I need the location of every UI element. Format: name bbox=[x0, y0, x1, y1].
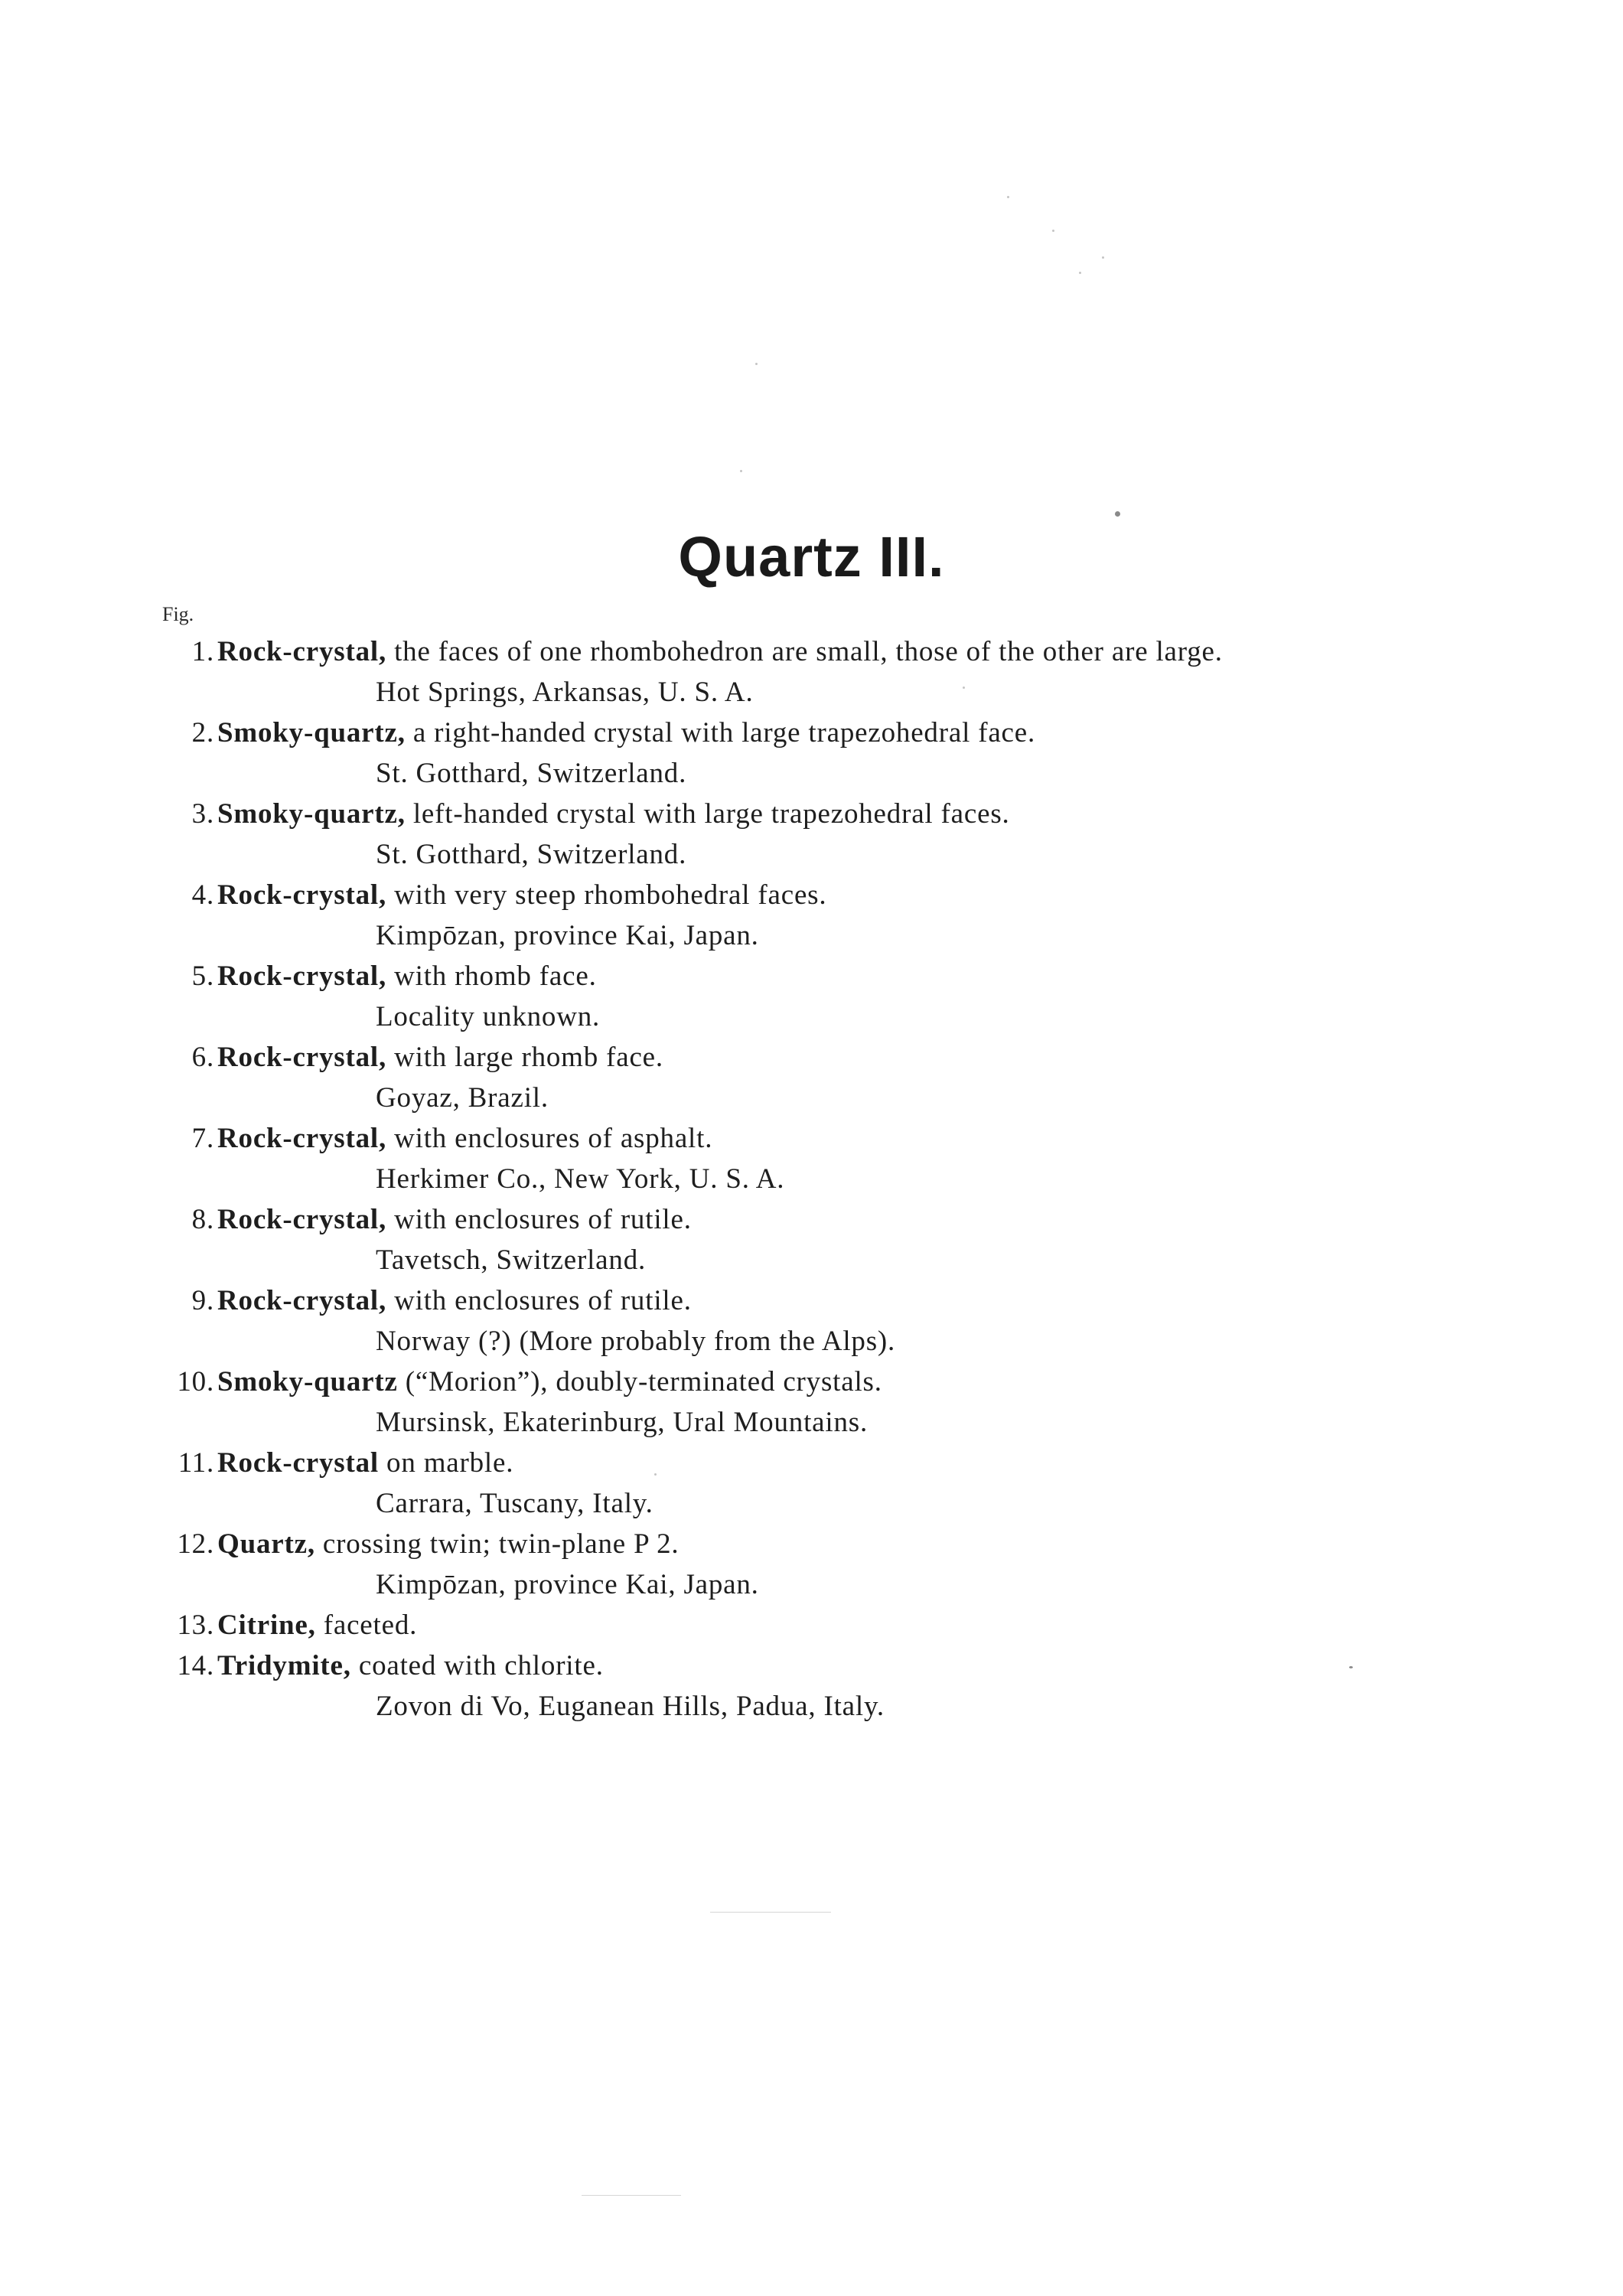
entry-line bbox=[0, 1645, 1623, 1686]
entry-description bbox=[217, 1645, 604, 1686]
scan-speck bbox=[1079, 272, 1081, 274]
entry-number: 1. bbox=[191, 636, 214, 667]
entry-text: crossing twin; twin-plane P 2. bbox=[314, 1528, 680, 1560]
entry-number: 3. bbox=[191, 798, 214, 830]
mineral-name: Smoky-quartz, bbox=[217, 717, 406, 748]
list-item bbox=[0, 1524, 1623, 1605]
entry-number: 10. bbox=[177, 1366, 214, 1397]
entry-locality: St. Gotthard, Switzerland. bbox=[376, 839, 687, 870]
list-item bbox=[0, 631, 1623, 713]
entry-number: 8. bbox=[191, 1204, 214, 1235]
locality-line bbox=[0, 753, 1623, 794]
mineral-name: Rock-crystal, bbox=[217, 960, 387, 992]
entry-line bbox=[0, 1524, 1623, 1564]
scan-faint-line bbox=[582, 2195, 681, 2196]
entry-description bbox=[217, 1443, 513, 1483]
fig-label: Fig. bbox=[162, 603, 194, 625]
entry-line bbox=[0, 1443, 1623, 1483]
entry-locality: Goyaz, Brazil. bbox=[376, 1082, 549, 1114]
mineral-name: Citrine, bbox=[217, 1609, 316, 1641]
entry-line bbox=[0, 956, 1623, 996]
entry-text: with very steep rhombohedral faces. bbox=[386, 879, 827, 911]
entry-description bbox=[217, 1118, 712, 1159]
entry-locality: Carrara, Tuscany, Italy. bbox=[376, 1488, 653, 1519]
locality-line bbox=[0, 1321, 1623, 1362]
locality-line bbox=[0, 1240, 1623, 1280]
figure-list bbox=[0, 631, 1623, 1727]
entry-text: faceted. bbox=[315, 1609, 418, 1641]
entry-number: 14. bbox=[177, 1650, 214, 1681]
entry-locality: Norway (?) (More probably from the Alps). bbox=[376, 1326, 896, 1357]
list-item bbox=[0, 1199, 1623, 1280]
locality-line bbox=[0, 996, 1623, 1037]
scan-speck bbox=[755, 363, 758, 365]
list-item bbox=[0, 956, 1623, 1037]
entry-number: 6. bbox=[191, 1042, 214, 1073]
entry-locality: Herkimer Co., New York, U. S. A. bbox=[376, 1163, 785, 1195]
locality-line bbox=[0, 1159, 1623, 1199]
mineral-name: Rock-crystal, bbox=[217, 879, 387, 911]
list-item bbox=[0, 1645, 1623, 1727]
entry-text: the faces of one rhombohedron are small, those of the other are large. bbox=[386, 636, 1223, 667]
entry-description bbox=[217, 1199, 692, 1240]
entry-text: coated with chlorite. bbox=[350, 1650, 604, 1681]
list-item bbox=[0, 875, 1623, 956]
mineral-name: Tridymite, bbox=[217, 1650, 351, 1681]
entry-text: left-handed crystal with large trapezohedral faces. bbox=[405, 798, 1010, 830]
list-item bbox=[0, 1037, 1623, 1118]
list-item bbox=[0, 1118, 1623, 1199]
entry-number: 9. bbox=[191, 1285, 214, 1316]
locality-line bbox=[0, 834, 1623, 875]
mineral-name: Rock-crystal, bbox=[217, 1123, 387, 1154]
entry-line bbox=[0, 1605, 1623, 1645]
entry-line bbox=[0, 1362, 1623, 1402]
entry-number: 11. bbox=[178, 1447, 214, 1479]
scan-speck bbox=[1052, 230, 1054, 232]
mineral-name: Smoky-quartz bbox=[217, 1366, 398, 1397]
entry-number: 4. bbox=[191, 879, 214, 911]
scan-faint-line bbox=[710, 1912, 831, 1913]
entry-description bbox=[217, 1605, 417, 1645]
entry-text: with enclosures of rutile. bbox=[386, 1285, 692, 1316]
list-item bbox=[0, 1362, 1623, 1443]
locality-line bbox=[0, 1078, 1623, 1118]
list-item bbox=[0, 1443, 1623, 1524]
entry-locality: Locality unknown. bbox=[376, 1001, 601, 1032]
entry-text: with enclosures of asphalt. bbox=[386, 1123, 713, 1154]
entry-description bbox=[217, 1037, 663, 1078]
mineral-name: Rock-crystal, bbox=[217, 1042, 387, 1073]
mineral-name: Rock-crystal, bbox=[217, 1204, 387, 1235]
locality-line bbox=[0, 1686, 1623, 1727]
entry-text: with large rhomb face. bbox=[386, 1042, 663, 1073]
entry-description bbox=[217, 631, 1223, 672]
entry-locality: Zovon di Vo, Euganean Hills, Padua, Italy. bbox=[376, 1691, 885, 1722]
entry-line bbox=[0, 1199, 1623, 1240]
mineral-name: Rock-crystal, bbox=[217, 636, 387, 667]
entry-description bbox=[217, 794, 1010, 834]
entry-description bbox=[217, 713, 1035, 753]
entry-line bbox=[0, 1118, 1623, 1159]
list-item bbox=[0, 794, 1623, 875]
page-title: Quartz III. bbox=[678, 525, 945, 589]
entry-line bbox=[0, 631, 1623, 672]
entry-locality: Kimpōzan, province Kai, Japan. bbox=[376, 1569, 759, 1600]
entry-locality: Kimpōzan, province Kai, Japan. bbox=[376, 920, 759, 951]
entry-number: 7. bbox=[191, 1123, 214, 1154]
entry-locality: St. Gotthard, Switzerland. bbox=[376, 758, 687, 789]
entry-number: 2. bbox=[191, 717, 214, 748]
entry-text: with enclosures of rutile. bbox=[386, 1204, 692, 1235]
entry-number: 13. bbox=[177, 1609, 214, 1641]
locality-line bbox=[0, 1402, 1623, 1443]
mineral-name: Quartz, bbox=[217, 1528, 315, 1560]
locality-line bbox=[0, 1564, 1623, 1605]
entry-locality: Hot Springs, Arkansas, U. S. A. bbox=[376, 677, 754, 708]
mineral-name: Rock-crystal, bbox=[217, 1285, 387, 1316]
entry-text: with rhomb face. bbox=[386, 960, 597, 992]
entry-description bbox=[217, 875, 826, 915]
list-item bbox=[0, 1605, 1623, 1645]
entry-description bbox=[217, 1362, 882, 1402]
scan-speck bbox=[1007, 196, 1009, 198]
entry-locality: Mursinsk, Ekaterinburg, Ural Mountains. bbox=[376, 1407, 869, 1438]
locality-line bbox=[0, 915, 1623, 956]
entry-line bbox=[0, 875, 1623, 915]
entry-line bbox=[0, 1037, 1623, 1078]
entry-line bbox=[0, 1280, 1623, 1321]
entry-locality: Tavetsch, Switzerland. bbox=[376, 1244, 647, 1276]
scan-speck bbox=[1115, 511, 1120, 517]
entry-text: a right-handed crystal with large trapezohedral face. bbox=[405, 717, 1036, 748]
list-item bbox=[0, 713, 1623, 794]
list-item bbox=[0, 1280, 1623, 1362]
locality-line bbox=[0, 672, 1623, 713]
mineral-name: Smoky-quartz, bbox=[217, 798, 406, 830]
mineral-name: Rock-crystal bbox=[217, 1447, 379, 1479]
scan-speck bbox=[740, 470, 742, 472]
entry-text: on marble. bbox=[379, 1447, 514, 1479]
entry-number: 12. bbox=[177, 1528, 214, 1560]
entry-description bbox=[217, 1524, 680, 1564]
entry-description bbox=[217, 956, 597, 996]
locality-line bbox=[0, 1483, 1623, 1524]
entry-text: (“Morion”), doubly-terminated crystals. bbox=[397, 1366, 882, 1397]
entry-line bbox=[0, 794, 1623, 834]
scan-speck bbox=[1102, 256, 1104, 259]
entry-description bbox=[217, 1280, 692, 1321]
entry-number: 5. bbox=[191, 960, 214, 992]
entry-line bbox=[0, 713, 1623, 753]
